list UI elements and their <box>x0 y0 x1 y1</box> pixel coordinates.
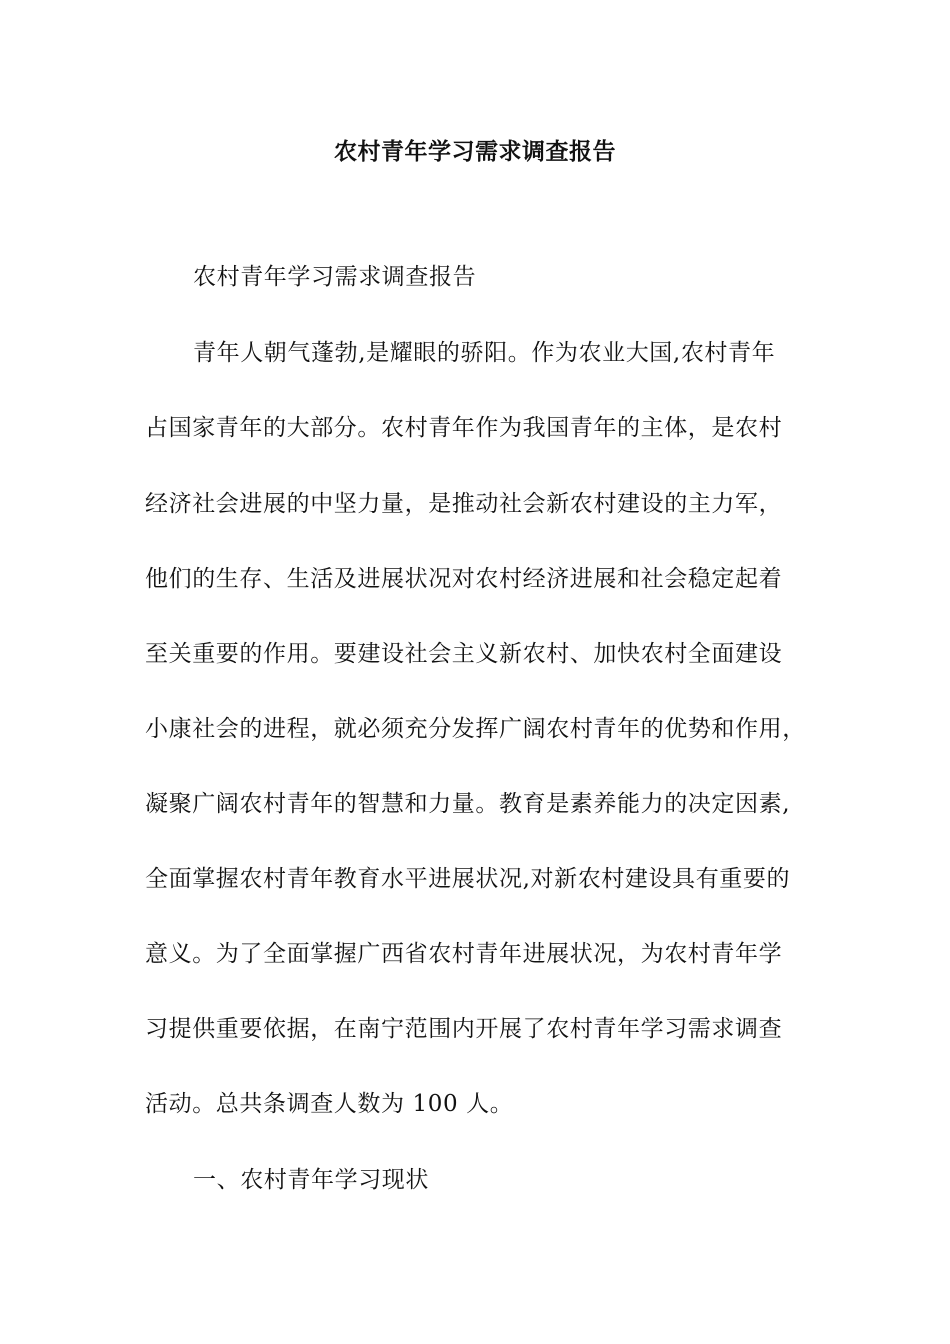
paragraph-line: 凝聚广阔农村青年的智慧和力量。教育是素养能力的决定因素, <box>145 791 791 817</box>
paragraph-line: 意义。为了全面掌握广西省农村青年进展状况，为农村青年学 <box>145 941 783 967</box>
paragraph-line: 全面掌握农村青年教育水平进展状况,对新农村建设具有重要的 <box>145 866 791 892</box>
paragraph-line: 经济社会进展的中坚力量，是推动社会新农村建设的主力军， <box>145 491 783 517</box>
paragraph-line: 青年人朝气蓬勃,是耀眼的骄阳。作为农业大国,农村青年 <box>193 340 776 366</box>
paragraph-line: 习提供重要依据，在南宁范围内开展了农村青年学习需求调查 <box>145 1016 783 1042</box>
section-heading: 一、农村青年学习现状 <box>193 1167 429 1193</box>
paragraph-line: 他们的生存、生活及进展状况对农村经济进展和社会稳定起着 <box>145 566 783 592</box>
document-title: 农村青年学习需求调查报告 <box>334 138 616 165</box>
subtitle-line: 农村青年学习需求调查报告 <box>193 264 477 290</box>
paragraph-line: 占国家青年的大部分。农村青年作为我国青年的主体，是农村 <box>145 415 783 441</box>
paragraph-line: 活动。总共条调查人数为 100 人。 <box>145 1091 514 1117</box>
paragraph-line: 小康社会的进程，就必须充分发挥广阔农村青年的优势和作用， <box>145 716 806 742</box>
paragraph-line: 至关重要的作用。要建设社会主义新农村、加快农村全面建设 <box>145 641 783 667</box>
